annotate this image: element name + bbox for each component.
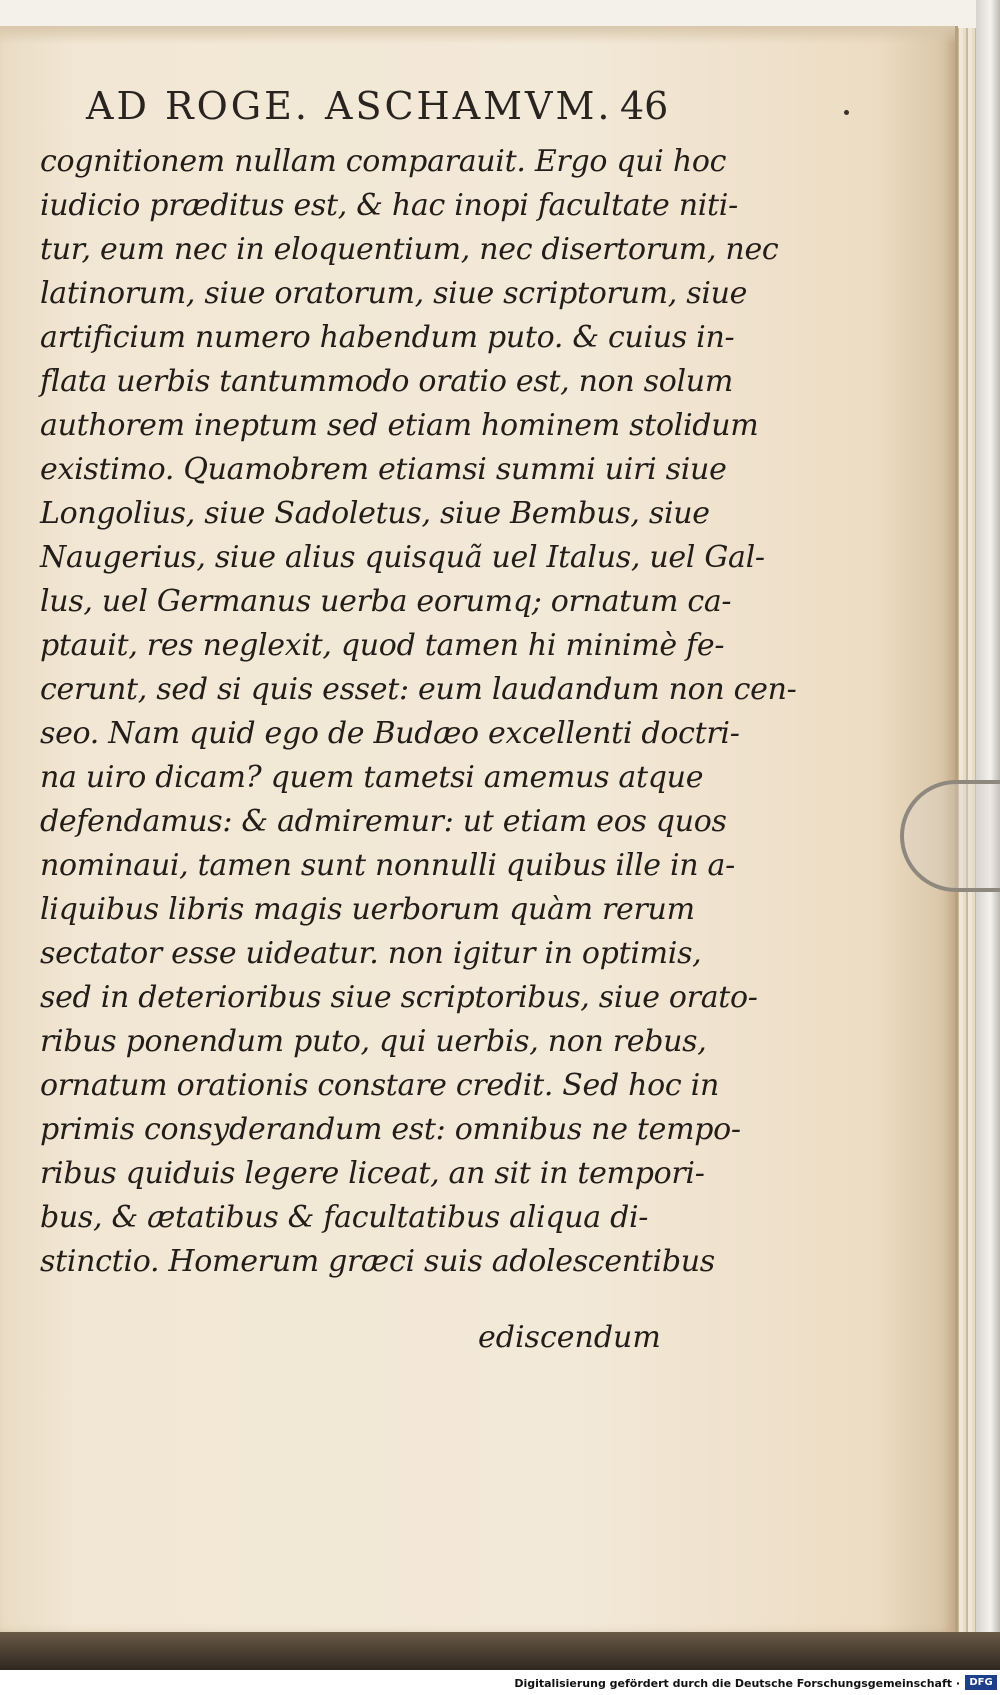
text-line: nominaui, tamen sunt nonnulli quibus ille in a- bbox=[40, 848, 735, 883]
text-line: na uiro dicam? quem tametsi amemus atque bbox=[40, 760, 704, 795]
text-line: authorem ineptum sed etiam hominem stolidum bbox=[40, 408, 759, 443]
text-line: defendamus: & admiremur: ut etiam eos quos bbox=[40, 804, 727, 839]
text-line: latinorum, siue oratorum, siue scriptorum, siue bbox=[40, 276, 748, 311]
text-line: liquibus libris magis uerborum quàm rerum bbox=[40, 892, 695, 927]
text-line: bus, & ætatibus & facultatibus aliqua di- bbox=[40, 1200, 649, 1235]
body-text bbox=[40, 140, 797, 1290]
digitization-credit: Digitalisierung gefördert durch die Deutsche Forschungsgemeinschaft · bbox=[514, 1677, 960, 1690]
ink-speck bbox=[844, 110, 849, 115]
clip-icon bbox=[900, 780, 1000, 892]
page-top-shadow bbox=[0, 26, 955, 44]
text-line: ribus ponendum puto, qui uerbis, non rebus, bbox=[40, 1024, 707, 1059]
text-line: artificium numero habendum puto. & cuius in- bbox=[40, 320, 735, 355]
text-line: tur, eum nec in eloquentium, nec disertorum, nec bbox=[40, 232, 779, 267]
binding-edge bbox=[0, 1632, 1000, 1670]
text-line: cognitionem nullam comparauit. Ergo qui hoc bbox=[40, 144, 727, 179]
text-line: existimo. Quamobrem etiamsi summi uiri siue bbox=[40, 452, 727, 487]
running-head bbox=[86, 84, 686, 134]
text-line: Naugerius, siue alius quisquã uel Italus, uel Gal- bbox=[40, 540, 765, 575]
text-line: iudicio præditus est, & hac inopi facultate niti- bbox=[40, 188, 738, 223]
text-line: ribus quiduis legere liceat, an sit in tempori- bbox=[40, 1156, 705, 1191]
text-line: ornatum orationis constare credit. Sed hoc in bbox=[40, 1068, 719, 1103]
text-line: sectator esse uideatur. non igitur in optimis, bbox=[40, 936, 702, 971]
page-number: 46 bbox=[620, 84, 669, 128]
running-head-title: AD ROGE. ASCHAMVM. bbox=[86, 84, 613, 128]
text-line: sed in deterioribus siue scriptoribus, siue orato- bbox=[40, 980, 758, 1015]
text-line: ptauit, res neglexit, quod tamen hi minimè fe- bbox=[40, 628, 725, 663]
catchword: ediscendum bbox=[478, 1320, 661, 1355]
dfg-logo: DFG bbox=[965, 1675, 997, 1690]
text-line: Longolius, siue Sadoletus, siue Bembus, siue bbox=[40, 496, 710, 531]
text-line: stinctio. Homerum græci suis adolescentibus bbox=[40, 1244, 715, 1279]
text-line: cerunt, sed si quis esset: eum laudandum non cen- bbox=[40, 672, 797, 707]
text-line: seo. Nam quid ego de Budæo excellenti doctri- bbox=[40, 716, 740, 751]
text-line: flata uerbis tantummodo oratio est, non solum bbox=[40, 364, 733, 399]
text-line: lus, uel Germanus uerba eorumq; ornatum ca- bbox=[40, 584, 732, 619]
text-line: primis consyderandum est: omnibus ne tempo- bbox=[40, 1112, 741, 1147]
